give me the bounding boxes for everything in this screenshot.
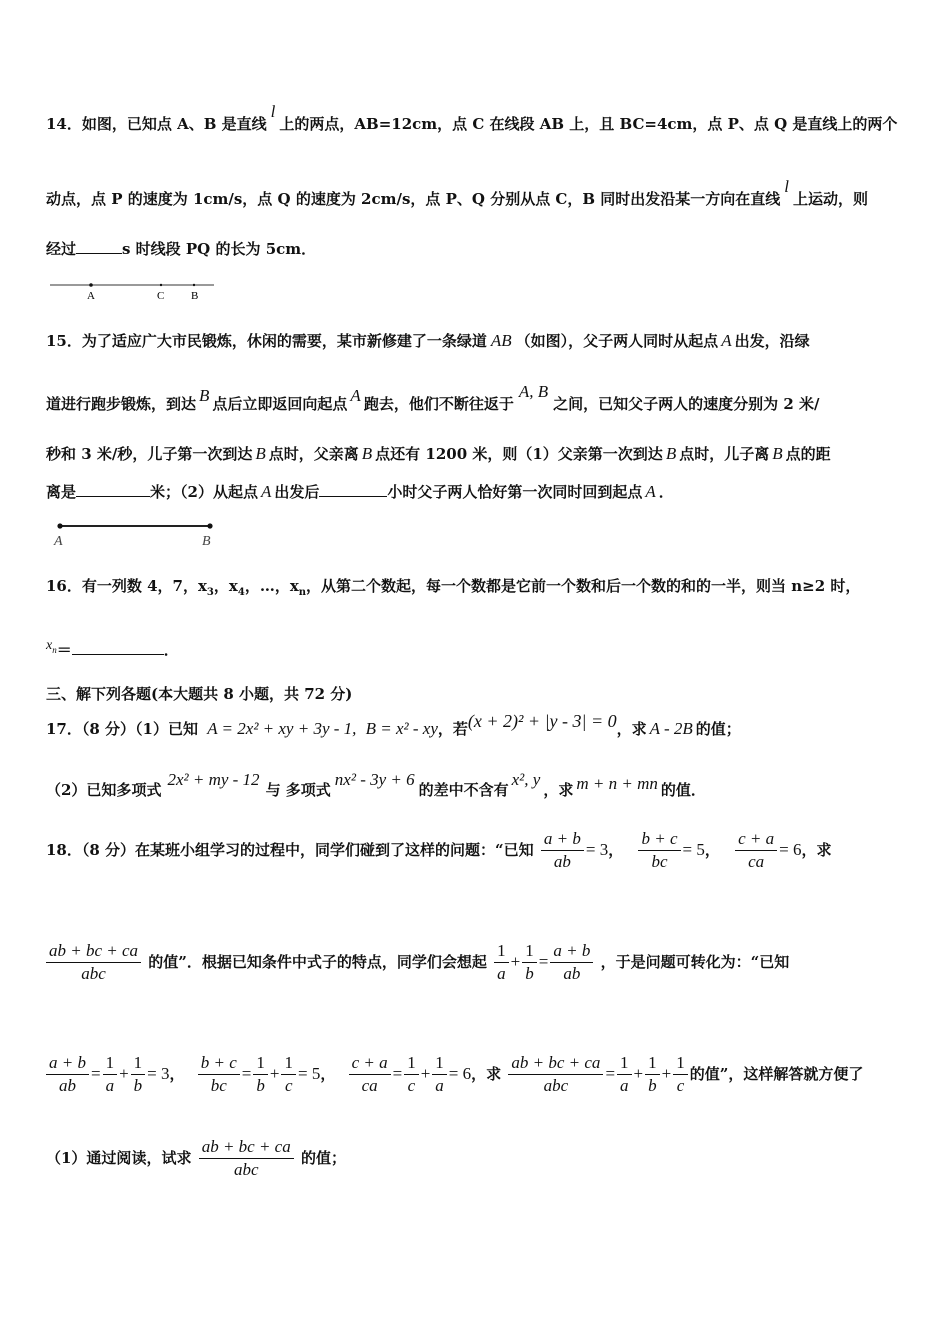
q18-text-2b: ，于是问题可转化为：“已知	[600, 953, 790, 971]
one: 1	[432, 1052, 447, 1075]
answer-blank-2[interactable]	[319, 482, 387, 497]
comma-2: ，	[704, 841, 720, 859]
equals: =	[605, 1064, 616, 1083]
q15-b-2: B	[255, 444, 266, 463]
q15-text-3e: 点的距	[785, 445, 831, 463]
q18-line3	[44, 1050, 863, 1096]
fraction-3	[735, 828, 777, 873]
q18-line4	[46, 1134, 346, 1180]
numerator: b + c	[198, 1052, 240, 1075]
q15-b-3: B	[361, 444, 373, 463]
eq3-lhs	[349, 1052, 391, 1097]
equals: =	[241, 1064, 252, 1083]
a: a	[435, 1075, 444, 1095]
section-3-heading	[46, 684, 352, 704]
q15-a: A	[721, 331, 732, 350]
q15-text-2c: 跑去，他们不断往返于	[363, 395, 514, 413]
b: b	[648, 1075, 657, 1095]
q18-text-1a: 18．（8 分）在某班小组学习的过程中，同学们碰到了这样的问题：“已知	[46, 841, 534, 859]
q15-text-3c: 点还有 1200 米，则（1）父亲第一次到达	[375, 445, 663, 463]
denominator: abc	[543, 1075, 569, 1095]
q15-text-3d: 点时，儿子离	[679, 445, 770, 463]
one-over-b	[645, 1052, 660, 1097]
q16-sub-4: 4	[237, 587, 245, 598]
one: 1	[494, 940, 509, 963]
one: 1	[281, 1052, 296, 1075]
equals: =	[90, 1064, 101, 1083]
one-over-c	[281, 1052, 296, 1097]
q17-poly2: nx² - 3y + 6	[334, 770, 415, 789]
fig15-label-a: A	[54, 534, 63, 548]
q15-line4	[46, 482, 674, 502]
target-fraction	[508, 1052, 603, 1097]
fig14-label-a: A	[87, 290, 95, 302]
one-over-c	[673, 1052, 688, 1097]
q16-n: n	[52, 644, 57, 655]
q16-comma-1: ，x	[213, 577, 238, 595]
q15-text-4a: 离是	[46, 483, 77, 501]
frac2-num: b + c	[638, 828, 680, 851]
answer-blank[interactable]	[72, 640, 164, 655]
one: 1	[522, 940, 537, 963]
fig14-label-c: C	[157, 290, 165, 302]
q14-text-1b: 上的两点，AB=12cm，点 C 在线段 AB 上，且 BC=4cm，点 P、点 Q 是直线上的两个	[279, 115, 898, 133]
numerator: a + b	[550, 940, 593, 963]
value-1: = 3	[585, 840, 609, 859]
q16-xn	[46, 638, 57, 653]
frac3-num: c + a	[735, 828, 777, 851]
one: 1	[673, 1052, 688, 1075]
q17-qiu-2: ，求	[543, 781, 574, 799]
q15-text-2d: 之间，已知父子两人的速度分别为 2 米/	[553, 395, 820, 413]
one: 1	[253, 1052, 268, 1075]
b: b	[256, 1075, 265, 1095]
q17-line2	[46, 770, 706, 800]
numerator: c + a	[349, 1052, 391, 1075]
one-over-a	[617, 1052, 632, 1097]
q14-line3	[46, 239, 316, 259]
q15-text-3a: 秒和 3 米/秒，儿子第一次到达	[46, 445, 253, 463]
q14-text-3b: s 时线段 PQ 的长为 5cm．	[122, 240, 317, 258]
q18-text-4a: （1）通过阅读，试求	[46, 1149, 192, 1167]
value-2: = 5	[682, 840, 705, 859]
q15-a-4: A	[645, 482, 656, 501]
q17-condition: (x + 2)² + |y - 3| = 0	[467, 711, 617, 731]
comma: ，	[169, 1065, 185, 1083]
q15-text-2a: 道进行跑步锻炼，到达	[46, 395, 197, 413]
q18-text-4b: 的值；	[300, 1149, 346, 1167]
q17-a-expr: A = 2x² + xy + 3y - 1,	[207, 719, 357, 738]
plus: +	[420, 1064, 431, 1083]
eq1-lhs	[46, 1052, 89, 1097]
q18-text-3-end: 的值”，这样解答就方便了	[689, 1065, 864, 1083]
q15-text-1b: （如图），父子两人同时从起点	[515, 332, 719, 350]
numerator: a + b	[46, 1052, 89, 1075]
q18-line1	[46, 826, 832, 872]
plus: +	[661, 1064, 672, 1083]
one-over-a	[432, 1052, 447, 1097]
fig15-label-b: B	[202, 534, 211, 548]
answer-blank-1[interactable]	[76, 482, 150, 497]
q17-ruo: ，若	[437, 720, 468, 738]
q17-diff: 的差中不含有	[418, 781, 509, 799]
q15-a-3: A	[260, 482, 272, 501]
q15-text-2b: 点后立即返回向起点	[212, 395, 348, 413]
one: 1	[617, 1052, 632, 1075]
value-3: = 6	[448, 1064, 472, 1083]
one: 1	[645, 1052, 660, 1075]
q16-x: x	[46, 638, 53, 653]
q17-vars: x², y	[511, 770, 541, 789]
q15-figure-segment	[48, 518, 224, 548]
q14-line1	[46, 102, 898, 134]
fig14-label-b: B	[191, 290, 199, 302]
q17-text-1a: 17．（8 分）（1）已知	[46, 720, 198, 738]
c: c	[407, 1075, 416, 1095]
q14-text-3a: 经过	[46, 240, 77, 258]
q16-line2	[46, 640, 179, 666]
q17-de-zhi: 的值；	[695, 720, 741, 738]
section-3-title: 三、解下列各题(本大题共 8 小题，共 72 分)	[46, 685, 353, 703]
q16-line1	[46, 576, 860, 603]
comma-1: ，	[608, 841, 624, 859]
q15-b: B	[199, 386, 210, 405]
q15-ab-pair: A, B	[518, 382, 549, 401]
q15-text-4e: ．	[658, 483, 674, 501]
comma: ，	[320, 1065, 336, 1083]
one-over-b	[131, 1052, 146, 1097]
q14-text-2a: 动点，点 P 的速度为 1cm/s，点 Q 的速度为 2cm/s，点 P、Q 分别从点 C，B 同时出发沿某一方向在直线	[46, 190, 781, 208]
frac-a-plus-b-over-ab	[550, 940, 593, 985]
one-over-c	[404, 1052, 419, 1097]
q17-text-2a: （2）已知多项式	[46, 781, 162, 799]
c: c	[676, 1075, 685, 1095]
target-num: ab + bc + ca	[46, 940, 141, 963]
q17-target-2: m + n + mn	[576, 774, 658, 793]
qiu: ，求	[471, 1065, 502, 1083]
q15-text-4d: 小时父子两人恰好第一次同时回到起点	[387, 483, 643, 501]
eq2-lhs	[198, 1052, 240, 1097]
q18-text-2a: 的值”．根据已知条件中式子的特点，同学们会想起	[148, 953, 487, 971]
denominator: ab	[58, 1075, 76, 1095]
one-over-a	[103, 1052, 118, 1097]
numerator: ab + bc + ca	[508, 1052, 603, 1075]
equals: =	[392, 1064, 403, 1083]
q15-text-1a: 15．为了适应广大市民锻炼，休闲的需要，某市新修建了一条绿道	[46, 332, 487, 350]
value-3: = 6	[779, 840, 802, 859]
a: a	[497, 963, 506, 983]
q17-line1	[46, 711, 741, 739]
plus: +	[269, 1064, 280, 1083]
q16-end: ．	[163, 641, 179, 659]
a: a	[105, 1075, 115, 1095]
q15-b-4: B	[665, 444, 677, 463]
line-l-var: l	[270, 102, 276, 121]
c: c	[284, 1075, 293, 1095]
q17-yu: 与 多项式	[265, 781, 331, 799]
one-over-b	[253, 1052, 268, 1097]
q15-line2	[46, 382, 820, 414]
denominator: ca	[361, 1075, 378, 1095]
q15-text-4c: 出发后	[274, 483, 320, 501]
q14-line2	[46, 177, 869, 209]
denominator: ab	[563, 963, 581, 983]
q15-line1	[46, 331, 810, 351]
frac3-den: ca	[748, 851, 765, 871]
b: b	[133, 1075, 143, 1095]
answer-blank[interactable]	[76, 239, 122, 254]
frac-1-over-b	[522, 940, 537, 985]
target-den: abc	[81, 963, 106, 983]
one: 1	[103, 1052, 118, 1075]
q17-qiu: ，求	[616, 720, 647, 738]
a: a	[620, 1075, 629, 1095]
q16-sub-3: 3	[206, 587, 214, 598]
plus: +	[633, 1064, 644, 1083]
q15-text-1c: 出发，沿绿	[734, 332, 810, 350]
frac1-den: ab	[553, 851, 571, 871]
q15-text-4b: 米；（2）从起点	[150, 483, 258, 501]
q14-figure-line	[48, 278, 218, 306]
denominator: abc	[233, 1159, 259, 1179]
q15-ab: AB	[490, 331, 512, 350]
line-l-var-2: l	[784, 177, 789, 196]
q17-poly1: 2x² + my - 12	[167, 770, 260, 789]
q17-b-expr: B = x² - xy	[365, 719, 438, 738]
frac2-den: bc	[651, 851, 668, 871]
q16-comma-2: ，…，x	[244, 577, 299, 595]
q16-sub-n: n	[298, 587, 307, 598]
q15-b-5: B	[772, 444, 783, 463]
q16-text-1b: ，从第二个数起，每一个数都是它前一个数和后一个数的和的一半，则当 n≥2 时，	[306, 577, 861, 595]
target-fraction	[46, 940, 141, 985]
fraction-1	[541, 828, 584, 873]
frac1-num: a + b	[541, 828, 584, 851]
q15-text-3b: 点时，父亲离	[268, 445, 359, 463]
q15-line3	[46, 444, 831, 464]
value-1: = 3	[147, 1064, 170, 1083]
value-2: = 5	[297, 1064, 321, 1083]
q17-target: A - 2B	[649, 719, 693, 738]
q14-text-2b: 上运动，则	[793, 190, 869, 208]
q18-qiu: ，求	[801, 841, 832, 859]
numerator: ab + bc + ca	[199, 1136, 294, 1159]
fraction-2	[638, 828, 680, 873]
equals: =	[538, 952, 549, 971]
frac-1-over-a	[494, 940, 509, 985]
q16-eq: ＝	[56, 641, 72, 659]
plus: +	[510, 952, 521, 971]
target-fraction	[199, 1136, 294, 1181]
q18-line2	[44, 938, 789, 984]
one: 1	[404, 1052, 419, 1075]
plus: +	[119, 1064, 129, 1083]
q16-text-1a: 16．有一列数 4，7，x	[46, 577, 207, 595]
b: b	[525, 963, 534, 983]
denominator: bc	[210, 1075, 227, 1095]
q15-a-2: A	[350, 386, 361, 405]
q14-text-1a: 14．如图，已知点 A、B 是直线	[46, 115, 267, 133]
one: 1	[131, 1052, 146, 1075]
q17-de-zhi-2: 的值．	[660, 781, 706, 799]
